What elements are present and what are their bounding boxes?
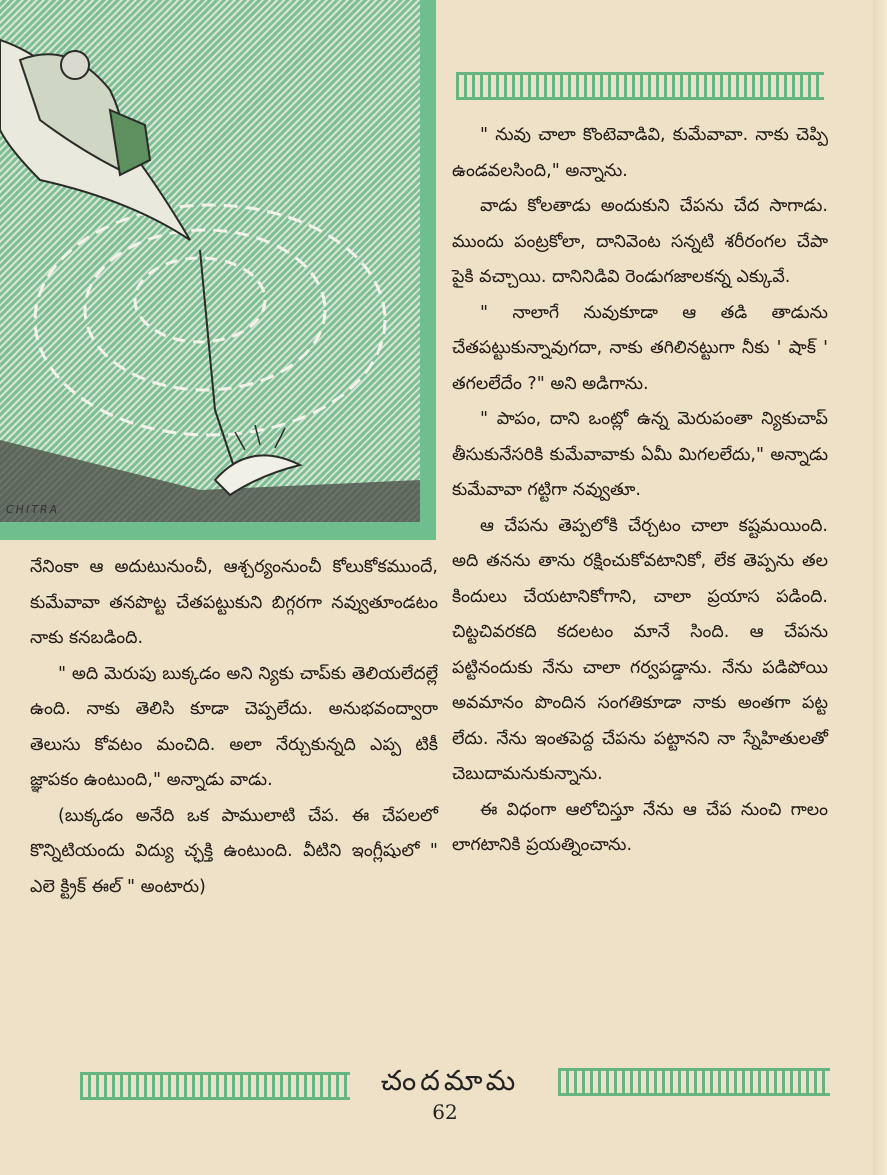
right-text-column xyxy=(452,118,828,864)
paragraph: " నువు చాలా కొంటెవాడివి, కుమేవావా. నాకు చెప్పి ఉండవలసింది," అన్నాను. xyxy=(452,125,828,181)
paragraph: ఈ విధంగా ఆలోచిస్తూ నేను ఆ చేప నుంచి గాలం లాగటానికి ప్రయత్నించాను. xyxy=(452,799,828,855)
magazine-title: చందమామ xyxy=(380,1064,520,1097)
footer-ornament-right xyxy=(558,1068,830,1096)
page-number: 62 xyxy=(432,1100,458,1124)
footer-ornament-left xyxy=(80,1072,350,1100)
artist-signature: CHITRA xyxy=(6,503,60,516)
illustration-drawing xyxy=(0,0,420,522)
top-ornament-border xyxy=(456,72,824,100)
paragraph: ఆ చేపను తెప్పలోకి చేర్చటం చాలా కష్టమయింది. అది తనను తాను రక్షించుకోవటానికో, లేక తెప్పను తల కిందులు చేయటానికోగాని, చాలా ప్రయాస పడింది. చిట్టచివరకది కదలటం మానే సింది. ఆ చేపను పట్టినందుకు నేను చాలా గర్వపడ్డాను. నేను పడిపోయి అవమానం పొందిన సంగతికూడా నాకు అంతగా పట్ట లేదు. నేను ఇంతపెద్ద చేపను పట్టానని నా స్నేహితులతో చెబుదామనుకున్నాను. xyxy=(452,515,828,784)
paragraph: నేనింకా ఆ అదుటునుంచీ, ఆశ్చర్యంనుంచీ కోలుకోకముందే, కుమేవావా తనపొట్ట చేతపట్టుకుని బిగ్గరగా నవ్వుతూండటం నాకు కనబడింది. xyxy=(30,557,438,648)
paragraph: " అది మెరుపు బుక్కడం అని న్యికు చాప్‌కు తెలియలేదల్లే ఉంది. నాకు తెలిసి కూడా చెప్పలేదు. అనుభవంద్వారా తెలుసు కోవటం మంచిది. అలా నేర్చుకున్నది ఎప్ప టికీ జ్ఞాపకం ఉంటుంది," అన్నాడు వాడు. xyxy=(30,663,438,790)
paragraph: వాడు కోలతాడు అందుకుని చేపను చేద సాగాడు. ముందు పంట్రకోలా, దానివెంట సన్నటి శరీరంగల చేపా పైకి వచ్చాయి. దానినిడివి రెండుగజాలకన్న ఎక్కువే. xyxy=(452,196,828,287)
page-edge xyxy=(873,0,887,1175)
paragraph: (బుక్కడం అనేది ఒక పాములాటి చేప. ఈ చేపలలో కొన్నిటియందు విద్యు చ్ఛక్తి ఉంటుంది. వీటిని ఇంగ్లీషులో " ఎలె క్ట్రిక్ ఈల్ " అంటారు) xyxy=(30,805,438,897)
paragraph: " నాలాగే నువుకూడా ఆ తడి తాడును చేతపట్టుకున్నావుగదా, నాకు తగిలినట్టుగా నీకు ' షాక్ ' తగలలేదేం ?" అని అడిగాను. xyxy=(452,302,828,394)
paragraph: " పాపం, దాని ఒంట్లో ఉన్న మెరుపంతా న్యికుచాప్ తీసుకునేసరికి కుమేవావాకు ఏమీ మిగలలేదు," అన్నాడు కుమేవావా గట్టిగా నవ్వుతూ. xyxy=(452,409,828,500)
left-text-column xyxy=(30,550,438,905)
story-illustration xyxy=(0,0,436,540)
